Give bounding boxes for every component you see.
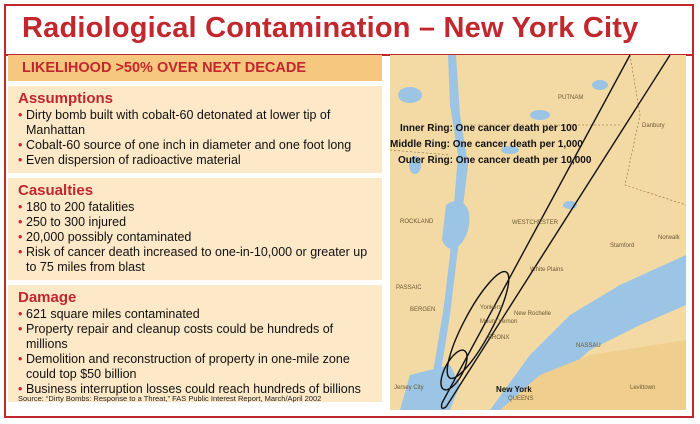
likelihood-banner: LIKELIHOOD >50% OVER NEXT DECADE bbox=[8, 55, 382, 81]
map-label-new-york: New York bbox=[496, 385, 532, 394]
map-label-yonkers: Yonkers bbox=[480, 305, 502, 311]
damage-list bbox=[18, 307, 374, 397]
outer-ring-label: Outer Ring: One cancer death per 10,000 bbox=[398, 155, 592, 166]
map-label-jersey-city: Jersey City bbox=[394, 385, 424, 391]
map-label-stamford: Stamford bbox=[610, 243, 635, 249]
casualties-list bbox=[18, 200, 374, 275]
map-graphic bbox=[390, 55, 686, 410]
list-item: • Business interruption losses could reach hundreds of billions bbox=[18, 382, 374, 397]
list-item: • 180 to 200 fatalities bbox=[18, 200, 374, 215]
list-item: • Dirty bomb built with cobalt-60 detonated at lower tip of Manhattan bbox=[18, 108, 374, 138]
page-title: Radiological Contamination – New York City bbox=[22, 12, 639, 44]
source-citation: Source: “Dirty Bombs: Response to a Threat,” FAS Public Interest Report, March/April 2002 bbox=[18, 394, 322, 403]
list-item: • Property repair and cleanup costs could be hundreds of millions bbox=[18, 322, 374, 352]
list-item: • 621 square miles contaminated bbox=[18, 307, 374, 322]
map-label-rockland: ROCKLAND bbox=[400, 219, 434, 225]
map-label-danbury: Danbury bbox=[642, 123, 665, 129]
map-label-nassau: NASSAU bbox=[576, 343, 601, 349]
map-label-white-plains: White Plains bbox=[530, 267, 564, 273]
casualties-heading: Casualties bbox=[18, 182, 94, 199]
map-label-new-rochelle: New Rochelle bbox=[514, 311, 552, 317]
map-label-mount-vernon: Mount Vernon bbox=[480, 319, 518, 325]
reservoir bbox=[398, 87, 422, 103]
assumptions-panel bbox=[8, 86, 382, 173]
map-label-bergen: BERGEN bbox=[410, 307, 436, 313]
map-label-bronx: BRONX bbox=[488, 335, 510, 341]
damage-panel bbox=[8, 285, 382, 402]
list-item: • Risk of cancer death increased to one-in-10,000 or greater up to 75 miles from blast bbox=[18, 245, 374, 275]
rings-legend bbox=[390, 121, 633, 175]
damage-heading: Damage bbox=[18, 289, 77, 306]
inner-ring-label: Inner Ring: One cancer death per 100 bbox=[400, 123, 578, 134]
list-item: • 250 to 300 injured bbox=[18, 215, 374, 230]
map-label-levittown: Levittown bbox=[630, 385, 656, 391]
info-column bbox=[8, 55, 382, 407]
list-item: • Cobalt-60 source of one inch in diameter and one foot long bbox=[18, 138, 374, 153]
map-label-norwalk: Norwalk bbox=[658, 235, 680, 241]
reservoir bbox=[592, 80, 608, 90]
map-label-passaic: PASSAIC bbox=[396, 285, 422, 291]
assumptions-list bbox=[18, 108, 374, 168]
map-label-queens: QUEENS bbox=[508, 396, 534, 402]
list-item: • Even dispersion of radioactive material bbox=[18, 153, 374, 168]
assumptions-heading: Assumptions bbox=[18, 90, 114, 107]
map-label-westchester: WESTCHESTER bbox=[512, 220, 559, 226]
casualties-panel bbox=[8, 178, 382, 280]
middle-ring-label: Middle Ring: One cancer death per 1,000 bbox=[390, 139, 583, 150]
reservoir bbox=[530, 110, 550, 120]
map-label-putnam: PUTNAM bbox=[558, 95, 584, 101]
contamination-map bbox=[390, 55, 686, 410]
list-item: • 20,000 possibly contaminated bbox=[18, 230, 374, 245]
list-item: • Demolition and reconstruction of property in one-mile zone could top $50 billion bbox=[18, 352, 374, 382]
